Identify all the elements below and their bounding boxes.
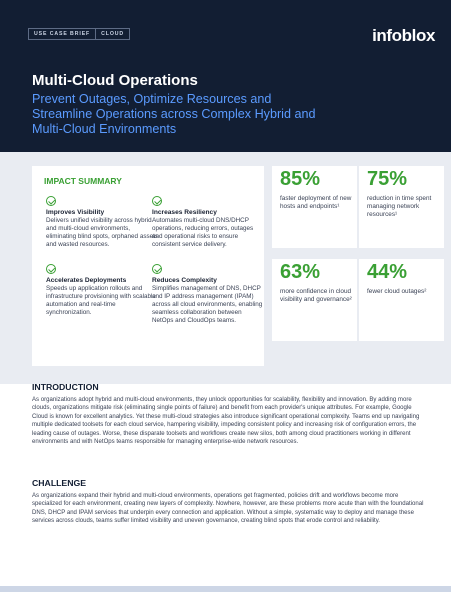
- header-banner: [0, 0, 451, 152]
- stat-card: [359, 166, 444, 248]
- stat-value: 85%: [280, 168, 321, 190]
- check-circle-icon: [152, 196, 162, 206]
- challenge-body: As organizations expand their hybrid and multi-cloud environments, operations get fragmented, policies drift and workflows become more specialized for each environment, creating new layers of complexity. Nowhere, however, are these problems more acute than with the foundational DNS, DHCP and IPAM services that underpin every connection and application. Without a simple, systematic way to deploy and manage these services across clouds, teams suffer limited visibility and uneven governance, creating blind spots that erode control and reliability.: [32, 493, 424, 525]
- feature-increases-resiliency: [152, 196, 264, 249]
- stat-card: [272, 166, 357, 248]
- introduction-body: As organizations adopt hybrid and multi-cloud environments, they unlock opportunities for scalability, flexibility and innovation. By adding more clouds, organizations mitigate risk (eliminating single points of failure) and benefit from each provider's unique attributes. For example, Google Cloud is known for excellent analytics. Yet these multi-cloud strategies also introduce significant operational complexity. Teams end up navigating multiple dedicated toolsets for each cloud service, hampering visibility, impeding consistent policy and increasing risk of configuration errors, the leading cause of outages. Worse, these disparate toolsets and workflows create new silos, both among cloud practitioners working in different environments and with NetOps teams responsible for managing enterprise-wide network resources.: [32, 397, 420, 446]
- feature-improves-visibility: [46, 196, 158, 249]
- stat-description: more confidence in cloud visibility and governance²: [280, 288, 352, 304]
- feature-title: Accelerates Deployments: [46, 277, 127, 284]
- stat-description: faster deployment of new hosts and endpoints¹: [280, 195, 352, 211]
- challenge-heading: CHALLENGE: [32, 478, 87, 488]
- feature-body: Automates multi-cloud DNS/DHCP operations, reducing errors, outages and operational risks to ensure consistent service delivery.: [152, 217, 254, 249]
- stat-card: [272, 259, 357, 341]
- stat-description: reduction in time spent managing network resources¹: [367, 195, 432, 219]
- stat-value: 63%: [280, 261, 321, 283]
- page-title: Multi-Cloud Operations: [32, 72, 198, 89]
- stat-value: 44%: [367, 261, 408, 283]
- feature-body: Speeds up application rollouts and infrastructure provisioning with scalable automation and real-time synchronization.: [46, 285, 156, 317]
- stat-value: 75%: [367, 168, 408, 190]
- introduction-heading: INTRODUCTION: [32, 382, 99, 392]
- feature-title: Improves Visibility: [46, 209, 105, 216]
- feature-body: Simplifies management of DNS, DHCP and IP address management (IPAM) across all cloud environments, enabling seamless collaboration between NetOps and CloudOps teams.: [152, 285, 263, 325]
- feature-title: Reduces Complexity: [152, 277, 217, 284]
- check-circle-icon: [46, 264, 56, 274]
- feature-reduces-complexity: [152, 264, 264, 325]
- stat-description: fewer cloud outages²: [367, 288, 427, 295]
- impact-summary-card: [32, 166, 264, 366]
- use-case-tag: [28, 28, 130, 40]
- tag-label-use-case: USE CASE BRIEF: [34, 31, 91, 37]
- tag-label-cloud: CLOUD: [95, 29, 129, 39]
- footer-band: [0, 586, 451, 592]
- check-circle-icon: [46, 196, 56, 206]
- feature-body: Delivers unified visibility across hybrid and multi-cloud environments, eliminating blind spots, orphaned assets and wasted resources.: [46, 217, 159, 249]
- check-circle-icon: [152, 264, 162, 274]
- infoblox-logo: infoblox: [372, 26, 435, 45]
- feature-title: Increases Resiliency: [152, 209, 217, 216]
- impact-summary-title: IMPACT SUMMARY: [44, 176, 122, 186]
- feature-accelerates-deployments: [46, 264, 158, 317]
- page-subtitle: Prevent Outages, Optimize Resources and Streamline Operations across Complex Hybrid and Multi-Cloud Environments: [32, 92, 316, 136]
- stat-card: [359, 259, 444, 341]
